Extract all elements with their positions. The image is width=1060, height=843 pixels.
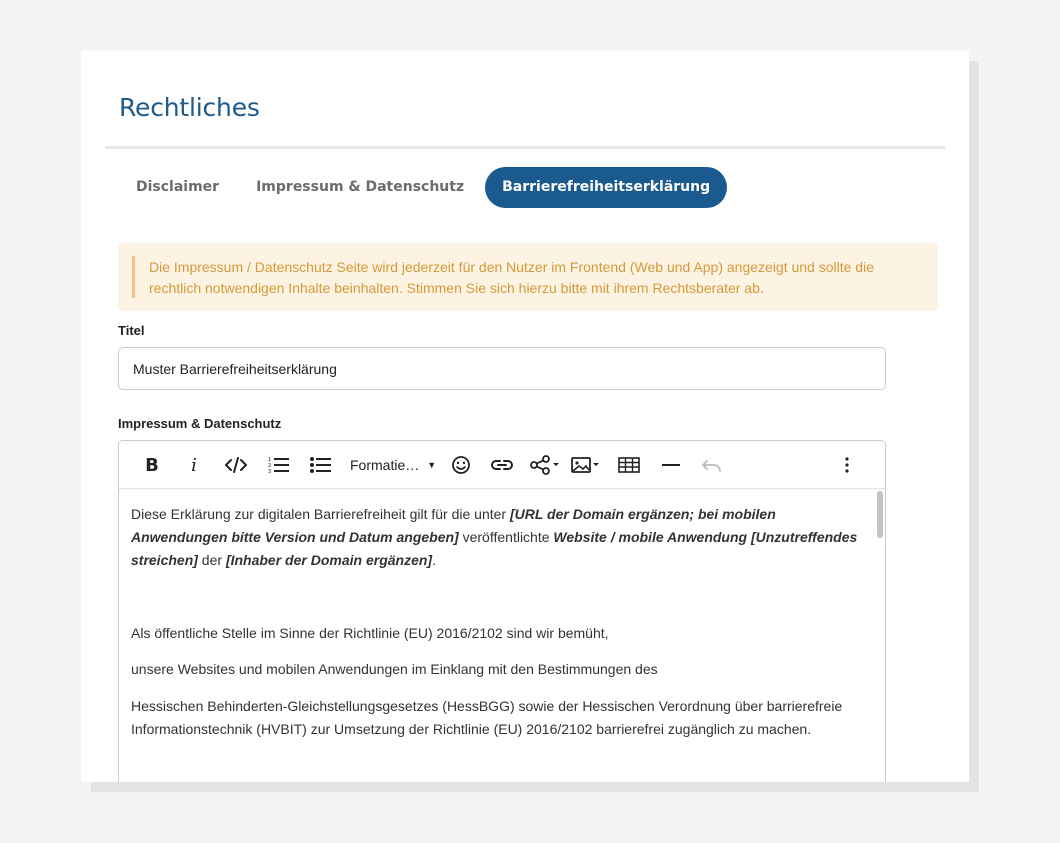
title-input[interactable] — [118, 347, 886, 390]
editor-paragraph: unsere Websites und mobilen Anwendungen im Einklang mit den Bestimmungen des — [131, 661, 658, 677]
bullet-list-icon — [310, 457, 332, 473]
format-dropdown-label: Formatie… — [350, 457, 420, 473]
alert-accent-bar — [132, 256, 135, 298]
text-run: veröffentlichte — [458, 529, 554, 545]
format-dropdown[interactable] — [350, 451, 438, 479]
editor-paragraph: Hessischen Behinderten-Gleichstellungsgesetzes (HessBGG) sowie der Hessischen Verordnung über barrierefreie Informationstechnik (HVBIT) zur Umsetzung der Richtlinie (EU) 2016/2102 barrierefrei zugänglich zu machen. — [131, 698, 843, 737]
placeholder-url: [URL der Domain ergänzen; bei mobilen Anwendungen bitte Version und Datum angeben] — [131, 506, 776, 545]
horizontal-line-button[interactable] — [659, 451, 683, 479]
text-run: . — [432, 552, 436, 568]
share-button[interactable] — [529, 451, 563, 479]
editor-paragraph — [131, 503, 866, 572]
undo-icon — [702, 458, 722, 472]
editor-toolbar — [119, 441, 885, 489]
svg-text:2: 2 — [268, 463, 272, 469]
bullet-list-button[interactable] — [309, 451, 333, 479]
tab-barrierefreiheitserklaerung[interactable]: Barrierefreiheitserklärung — [485, 167, 727, 208]
kebab-menu-icon — [845, 457, 849, 473]
horizontal-line-icon — [662, 463, 680, 467]
italic-button[interactable]: i — [191, 454, 197, 476]
editor-paragraph: Als öffentliche Stelle im Sinne der Richtlinie (EU) 2016/2102 sind wir bemüht, — [131, 625, 609, 641]
undo-button[interactable] — [700, 451, 724, 479]
code-button[interactable] — [224, 451, 248, 479]
table-icon — [618, 457, 640, 473]
share-icon — [530, 455, 562, 475]
table-button[interactable] — [616, 451, 642, 479]
chevron-down-icon: ▼ — [427, 460, 437, 470]
tab-disclaimer[interactable]: Disclaimer — [136, 179, 220, 195]
rich-text-editor[interactable] — [118, 440, 886, 782]
alert-text: Die Impressum / Datenschutz Seite wird jederzeit für den Nutzer im Frontend (Web und App) angezeigt und sollte die rechtlich notwendigen Inhalte beinhalten. Stimmen Sie sich hierzu bitte mit ihrem Rechtsberater ab. — [149, 259, 874, 296]
bold-button[interactable]: B — [145, 454, 159, 476]
svg-text:3: 3 — [268, 469, 272, 474]
image-button[interactable] — [570, 451, 604, 479]
placeholder-owner: [Inhaber der Domain ergänzen] — [225, 552, 433, 568]
ordered-list-button[interactable] — [267, 451, 291, 479]
placeholder-website: Website / mobile Anwendung [Unzutreffendes streichen] — [131, 529, 858, 568]
editor-scrollbar-thumb[interactable] — [877, 491, 883, 538]
smiley-icon — [451, 455, 471, 475]
info-alert — [118, 243, 938, 311]
link-icon — [491, 458, 513, 472]
title-divider — [105, 146, 945, 149]
svg-text:1: 1 — [268, 457, 272, 463]
tab-impressum-datenschutz[interactable]: Impressum & Datenschutz — [256, 179, 465, 195]
title-label: Titel — [118, 323, 145, 338]
editor-label: Impressum & Datenschutz — [118, 416, 282, 431]
text-run: Diese Erklärung zur digitalen Barrierefreiheit gilt für die unter — [131, 506, 510, 522]
tab-bar — [119, 167, 727, 208]
ordered-list-icon — [268, 456, 290, 474]
emoji-button[interactable] — [449, 451, 473, 479]
settings-card — [81, 51, 969, 782]
code-icon — [225, 457, 247, 473]
more-options-button[interactable] — [837, 451, 857, 479]
page-title: Rechtliches — [119, 93, 260, 122]
image-icon — [571, 456, 603, 474]
link-button[interactable] — [490, 451, 514, 479]
text-run: der — [197, 552, 226, 568]
